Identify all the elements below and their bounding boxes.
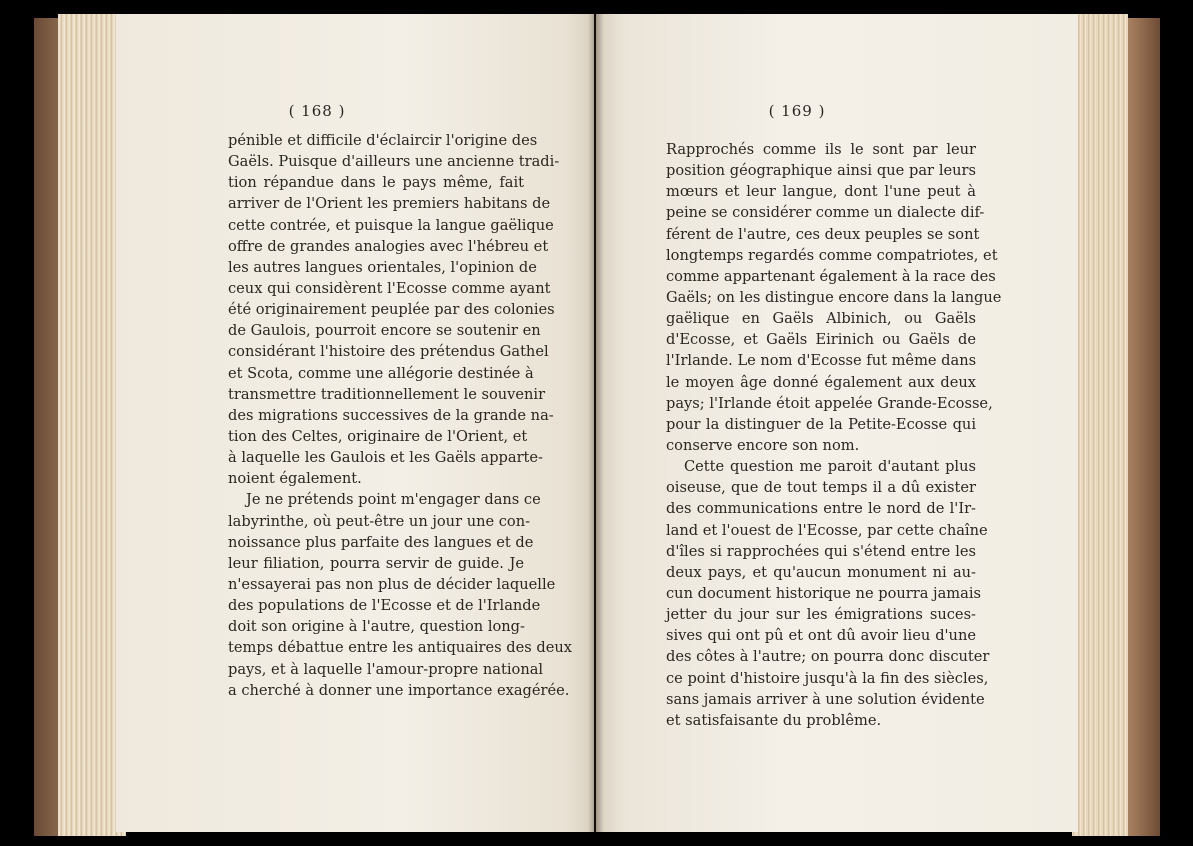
text-line: tion répandue dans le pays même, fait — [228, 174, 524, 192]
text-line: d'Ecosse, et Gaëls Eirinich ou Gaëls de — [666, 331, 976, 349]
page-body-text — [228, 130, 573, 701]
text-line: des migrations successives de la grande na- — [228, 406, 554, 424]
right-page — [596, 14, 1078, 832]
text-line: peine se considérer comme un dialecte dif- — [666, 204, 985, 222]
text-line: cun document historique ne pourra jamais — [666, 584, 981, 602]
text-line: à laquelle les Gaulois et les Gaëls apparte- — [228, 449, 543, 467]
text-line: de Gaulois, pourroit encore se soutenir en — [228, 322, 541, 340]
text-line: Gaëls. Puisque d'ailleurs une ancienne tradi- — [228, 153, 560, 171]
text-line: pour la distinguer de la Petite-Ecosse qui — [666, 415, 976, 433]
page-edges-right — [1072, 14, 1128, 836]
text-line: deux pays, et qu'aucun monument ni au- — [666, 563, 976, 581]
text-line: jetter du jour sur les émigrations suces- — [666, 606, 976, 624]
text-line: d'îles si rapprochées qui s'étend entre les — [666, 542, 976, 560]
text-line: cette contrée, et puisque la langue gaëlique — [228, 216, 554, 234]
page-number: ( 168 ) — [288, 102, 346, 120]
text-line: labyrinthe, où peut-être un jour une con- — [228, 512, 531, 530]
text-line: des communications entre le nord de l'Ir- — [666, 500, 976, 518]
book-gutter — [588, 14, 604, 832]
text-line: pénible et difficile d'éclaircir l'origine des — [228, 132, 538, 149]
text-line: Cette question me paroit d'autant plus — [684, 458, 976, 476]
page-body-text — [666, 139, 1002, 731]
text-line: l'Irlande. Le nom d'Ecosse fut même dans — [666, 352, 977, 370]
text-line: temps débattue entre les antiquaires des deux — [228, 639, 573, 657]
text-line: le moyen âge donné également aux deux — [666, 373, 976, 391]
text-line: tion des Celtes, originaire de l'Orient, et — [228, 427, 528, 445]
text-line: comme appartenant également à la race des — [666, 267, 996, 285]
text-line: des côtes à l'autre; on pourra donc discuter — [666, 648, 990, 666]
text-line: transmettre traditionnellement le souvenir — [228, 385, 546, 403]
text-line: ce point d'histoire jusqu'à la fin des siècles, — [666, 669, 989, 687]
text-line: et satisfaisante du problême. — [666, 711, 882, 729]
text-line: pays, et à laquelle l'amour-propre national — [228, 660, 544, 678]
text-line: arriver de l'Orient les premiers habitans de — [228, 195, 551, 213]
text-line: conserve encore son nom. — [666, 436, 860, 454]
text-line: a cherché à donner une importance exagérée. — [228, 681, 570, 699]
text-line: noissance plus parfaite des langues et de — [228, 533, 534, 551]
text-line: land et l'ouest de l'Ecosse, par cette chaîne — [666, 521, 988, 539]
text-line: considérant l'histoire des prétendus Gathel — [228, 343, 549, 361]
text-line: leur filiation, pourra servir de guide. Je — [228, 554, 524, 572]
text-line: offre de grandes analogies avec l'hébreu et — [228, 237, 549, 255]
text-line: oiseuse, que de tout temps il a dû exister — [666, 479, 976, 497]
text-line: noient également. — [228, 470, 362, 488]
text-line: Gaëls; on les distingue encore dans la langue — [666, 288, 1002, 306]
text-line: les autres langues orientales, l'opinion de — [228, 258, 537, 276]
text-line: sans jamais arriver à une solution évidente — [666, 690, 985, 708]
text-line: Rapprochés comme ils le sont par leur — [666, 141, 976, 158]
text-line: pays; l'Irlande étoit appelée Grande-Ecosse, — [666, 394, 993, 412]
text-line: sives qui ont pû et ont dû avoir lieu d'une — [666, 627, 976, 645]
text-line: été originairement peuplée par des colonies — [228, 301, 555, 319]
text-line: et Scota, comme une allégorie destinée à — [228, 364, 534, 382]
left-page — [116, 14, 594, 832]
text-line: Je ne prétends point m'engager dans ce — [246, 491, 541, 509]
text-line: gaëlique en Gaëls Albinich, ou Gaëls — [666, 310, 976, 328]
text-line: ceux qui considèrent l'Ecosse comme ayant — [228, 279, 551, 297]
text-line: mœurs et leur langue, dont l'une peut à — [666, 183, 976, 201]
text-line: des populations de l'Ecosse et de l'Irlande — [228, 597, 541, 615]
text-line: doit son origine à l'autre, question long- — [228, 618, 525, 636]
text-line: n'essayerai pas non plus de décider laquelle — [228, 575, 556, 593]
text-line: longtemps regardés comme compatriotes, et — [666, 246, 998, 264]
text-line: férent de l'autre, ces deux peuples se sont — [666, 225, 980, 243]
page-number: ( 169 ) — [768, 102, 826, 120]
text-line: position géographique ainsi que par leurs — [666, 162, 976, 180]
